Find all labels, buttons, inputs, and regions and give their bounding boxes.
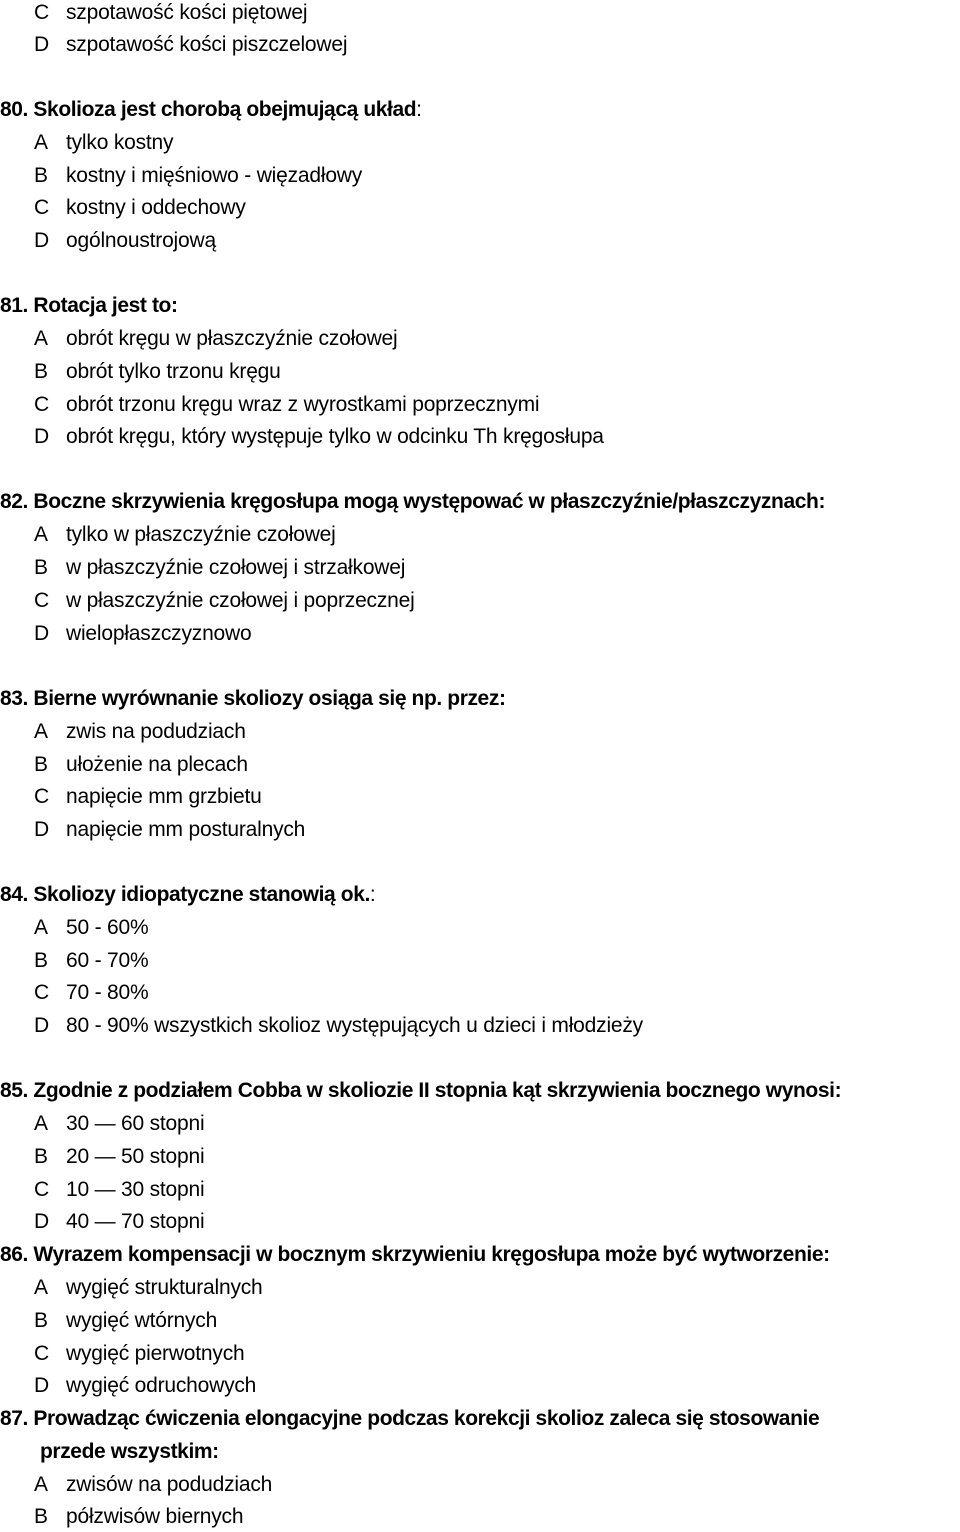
answer-option <box>34 978 148 1008</box>
answer-option <box>34 193 246 223</box>
question-text: 83. Bierne wyrównanie skoliozy osiąga się np. przez: <box>0 687 506 710</box>
question-text: 84. Skoliozy idiopatyczne stanowią ok. <box>0 883 370 906</box>
option-letter: D <box>34 33 49 56</box>
option-letter: C <box>34 393 49 416</box>
answer-option <box>34 782 262 812</box>
option-letter: B <box>34 753 48 776</box>
answer-option <box>34 1142 204 1172</box>
question-text: 81. Rotacja jest to: <box>0 294 178 317</box>
question-text: 87. Prowadząc ćwiczenia elongacyjne podczas korekcji skolioz zaleca się stosowanie <box>0 1407 820 1430</box>
question-continuation: przede wszystkim: <box>40 1440 219 1463</box>
option-letter: B <box>34 949 48 972</box>
option-text: wygięć odruchowych <box>66 1374 257 1397</box>
question-heading <box>0 1404 819 1434</box>
option-text: 20 — 50 stopni <box>66 1145 205 1168</box>
option-letter: A <box>34 327 48 350</box>
answer-option <box>34 619 251 649</box>
question-heading <box>0 1076 841 1106</box>
answer-option <box>34 30 347 60</box>
answer-option <box>34 128 173 158</box>
option-text: 50 - 60% <box>66 916 149 939</box>
option-text: obrót kręgu w płaszczyźnie czołowej <box>66 327 398 350</box>
answer-option <box>34 226 216 256</box>
option-letter: A <box>34 131 48 154</box>
option-letter: B <box>34 556 48 579</box>
answer-option <box>34 815 305 845</box>
option-text: 30 — 60 stopni <box>66 1112 205 1135</box>
option-text: szpotawość kości piętowej <box>66 1 308 24</box>
question-heading <box>0 1240 830 1270</box>
option-text: kostny i oddechowy <box>66 196 246 219</box>
option-text: 60 - 70% <box>66 949 149 972</box>
question-text: 85. Zgodnie z podziałem Cobba w skoliozie II stopnia kąt skrzywienia bocznego wynosi: <box>0 1079 842 1102</box>
question-heading <box>0 684 506 714</box>
option-letter: A <box>34 916 48 939</box>
question-heading <box>0 880 375 910</box>
answer-option <box>34 946 148 976</box>
answer-option <box>34 324 397 354</box>
answer-option <box>34 1371 256 1401</box>
option-text: obrót tylko trzonu kręgu <box>66 360 281 383</box>
option-letter: C <box>34 589 49 612</box>
answer-option <box>34 1207 204 1237</box>
answer-option <box>34 1175 204 1205</box>
option-letter: D <box>34 818 49 841</box>
answer-option <box>34 1109 204 1139</box>
answer-option <box>34 390 539 420</box>
option-letter: C <box>34 1 49 24</box>
option-text: zwisów na podudziach <box>66 1473 273 1496</box>
option-letter: A <box>34 1276 48 1299</box>
option-letter: B <box>34 164 48 187</box>
option-text: wielopłaszczyznowo <box>66 622 252 645</box>
option-letter: B <box>34 1309 48 1332</box>
option-text: napięcie mm grzbietu <box>66 785 262 808</box>
option-text: ogólnoustrojową <box>66 229 216 252</box>
option-text: tylko kostny <box>66 131 174 154</box>
option-letter: B <box>34 1145 48 1168</box>
option-letter: B <box>34 360 48 383</box>
option-text: 10 — 30 stopni <box>66 1178 205 1201</box>
option-letter: C <box>34 1178 49 1201</box>
option-text: wygięć pierwotnych <box>66 1342 245 1365</box>
option-text: obrót trzonu kręgu wraz z wyrostkami poprzecznymi <box>66 393 540 416</box>
answer-option <box>34 1273 263 1303</box>
option-text: 80 - 90% wszystkich skolioz występujących u dzieci i młodzieży <box>66 1014 643 1037</box>
question-text: 80. Skolioza jest chorobą obejmującą układ <box>0 98 417 121</box>
answer-option <box>34 1502 243 1532</box>
option-letter: D <box>34 1014 49 1037</box>
option-text: napięcie mm posturalnych <box>66 818 306 841</box>
answer-option <box>34 1339 244 1369</box>
option-letter: A <box>34 1473 48 1496</box>
answer-option <box>34 717 246 747</box>
option-text: szpotawość kości piszczelowej <box>66 33 348 56</box>
option-letter: D <box>34 622 49 645</box>
question-text: 86. Wyrazem kompensacji w bocznym skrzywieniu kręgosłupa może być wytworzenie: <box>0 1243 830 1266</box>
answer-option <box>34 1470 272 1500</box>
option-text: półzwisów biernych <box>66 1505 244 1528</box>
question-heading <box>0 95 422 125</box>
option-letter: C <box>34 981 49 1004</box>
option-text: ułożenie na plecach <box>66 753 248 776</box>
answer-option <box>34 0 307 28</box>
question-text: 82. Boczne skrzywienia kręgosłupa mogą występować w płaszczyźnie/płaszczyznach: <box>0 490 826 513</box>
answer-option <box>34 586 415 616</box>
option-letter: A <box>34 720 48 743</box>
question-suffix: : <box>369 883 376 906</box>
option-text: wygięć strukturalnych <box>66 1276 263 1299</box>
question-heading <box>0 487 825 517</box>
option-text: tylko w płaszczyźnie czołowej <box>66 523 336 546</box>
answer-option <box>34 913 148 943</box>
option-text: w płaszczyźnie czołowej i strzałkowej <box>66 556 406 579</box>
answer-option <box>34 750 248 780</box>
answer-option <box>34 422 604 452</box>
answer-option <box>34 520 336 550</box>
option-letter: A <box>34 523 48 546</box>
option-text: kostny i mięśniowo - więzadłowy <box>66 164 363 187</box>
option-text: 70 - 80% <box>66 981 149 1004</box>
option-letter: D <box>34 229 49 252</box>
option-letter: C <box>34 785 49 808</box>
option-text: obrót kręgu, który występuje tylko w odcinku Th kręgosłupa <box>66 425 604 448</box>
option-text: zwis na podudziach <box>66 720 246 743</box>
answer-option <box>34 553 405 583</box>
option-text: w płaszczyźnie czołowej i poprzecznej <box>66 589 415 612</box>
option-letter: D <box>34 425 49 448</box>
option-text: 40 — 70 stopni <box>66 1210 205 1233</box>
option-letter: D <box>34 1210 49 1233</box>
question-heading <box>0 291 178 321</box>
option-letter: C <box>34 196 49 219</box>
answer-option <box>34 1011 643 1041</box>
option-letter: C <box>34 1342 49 1365</box>
option-letter: D <box>34 1374 49 1397</box>
answer-option <box>34 161 362 191</box>
option-letter: B <box>34 1505 48 1528</box>
answer-option <box>34 1306 217 1336</box>
option-letter: A <box>34 1112 48 1135</box>
question-suffix: : <box>416 98 422 121</box>
answer-option <box>34 357 281 387</box>
option-text: wygięć wtórnych <box>66 1309 218 1332</box>
